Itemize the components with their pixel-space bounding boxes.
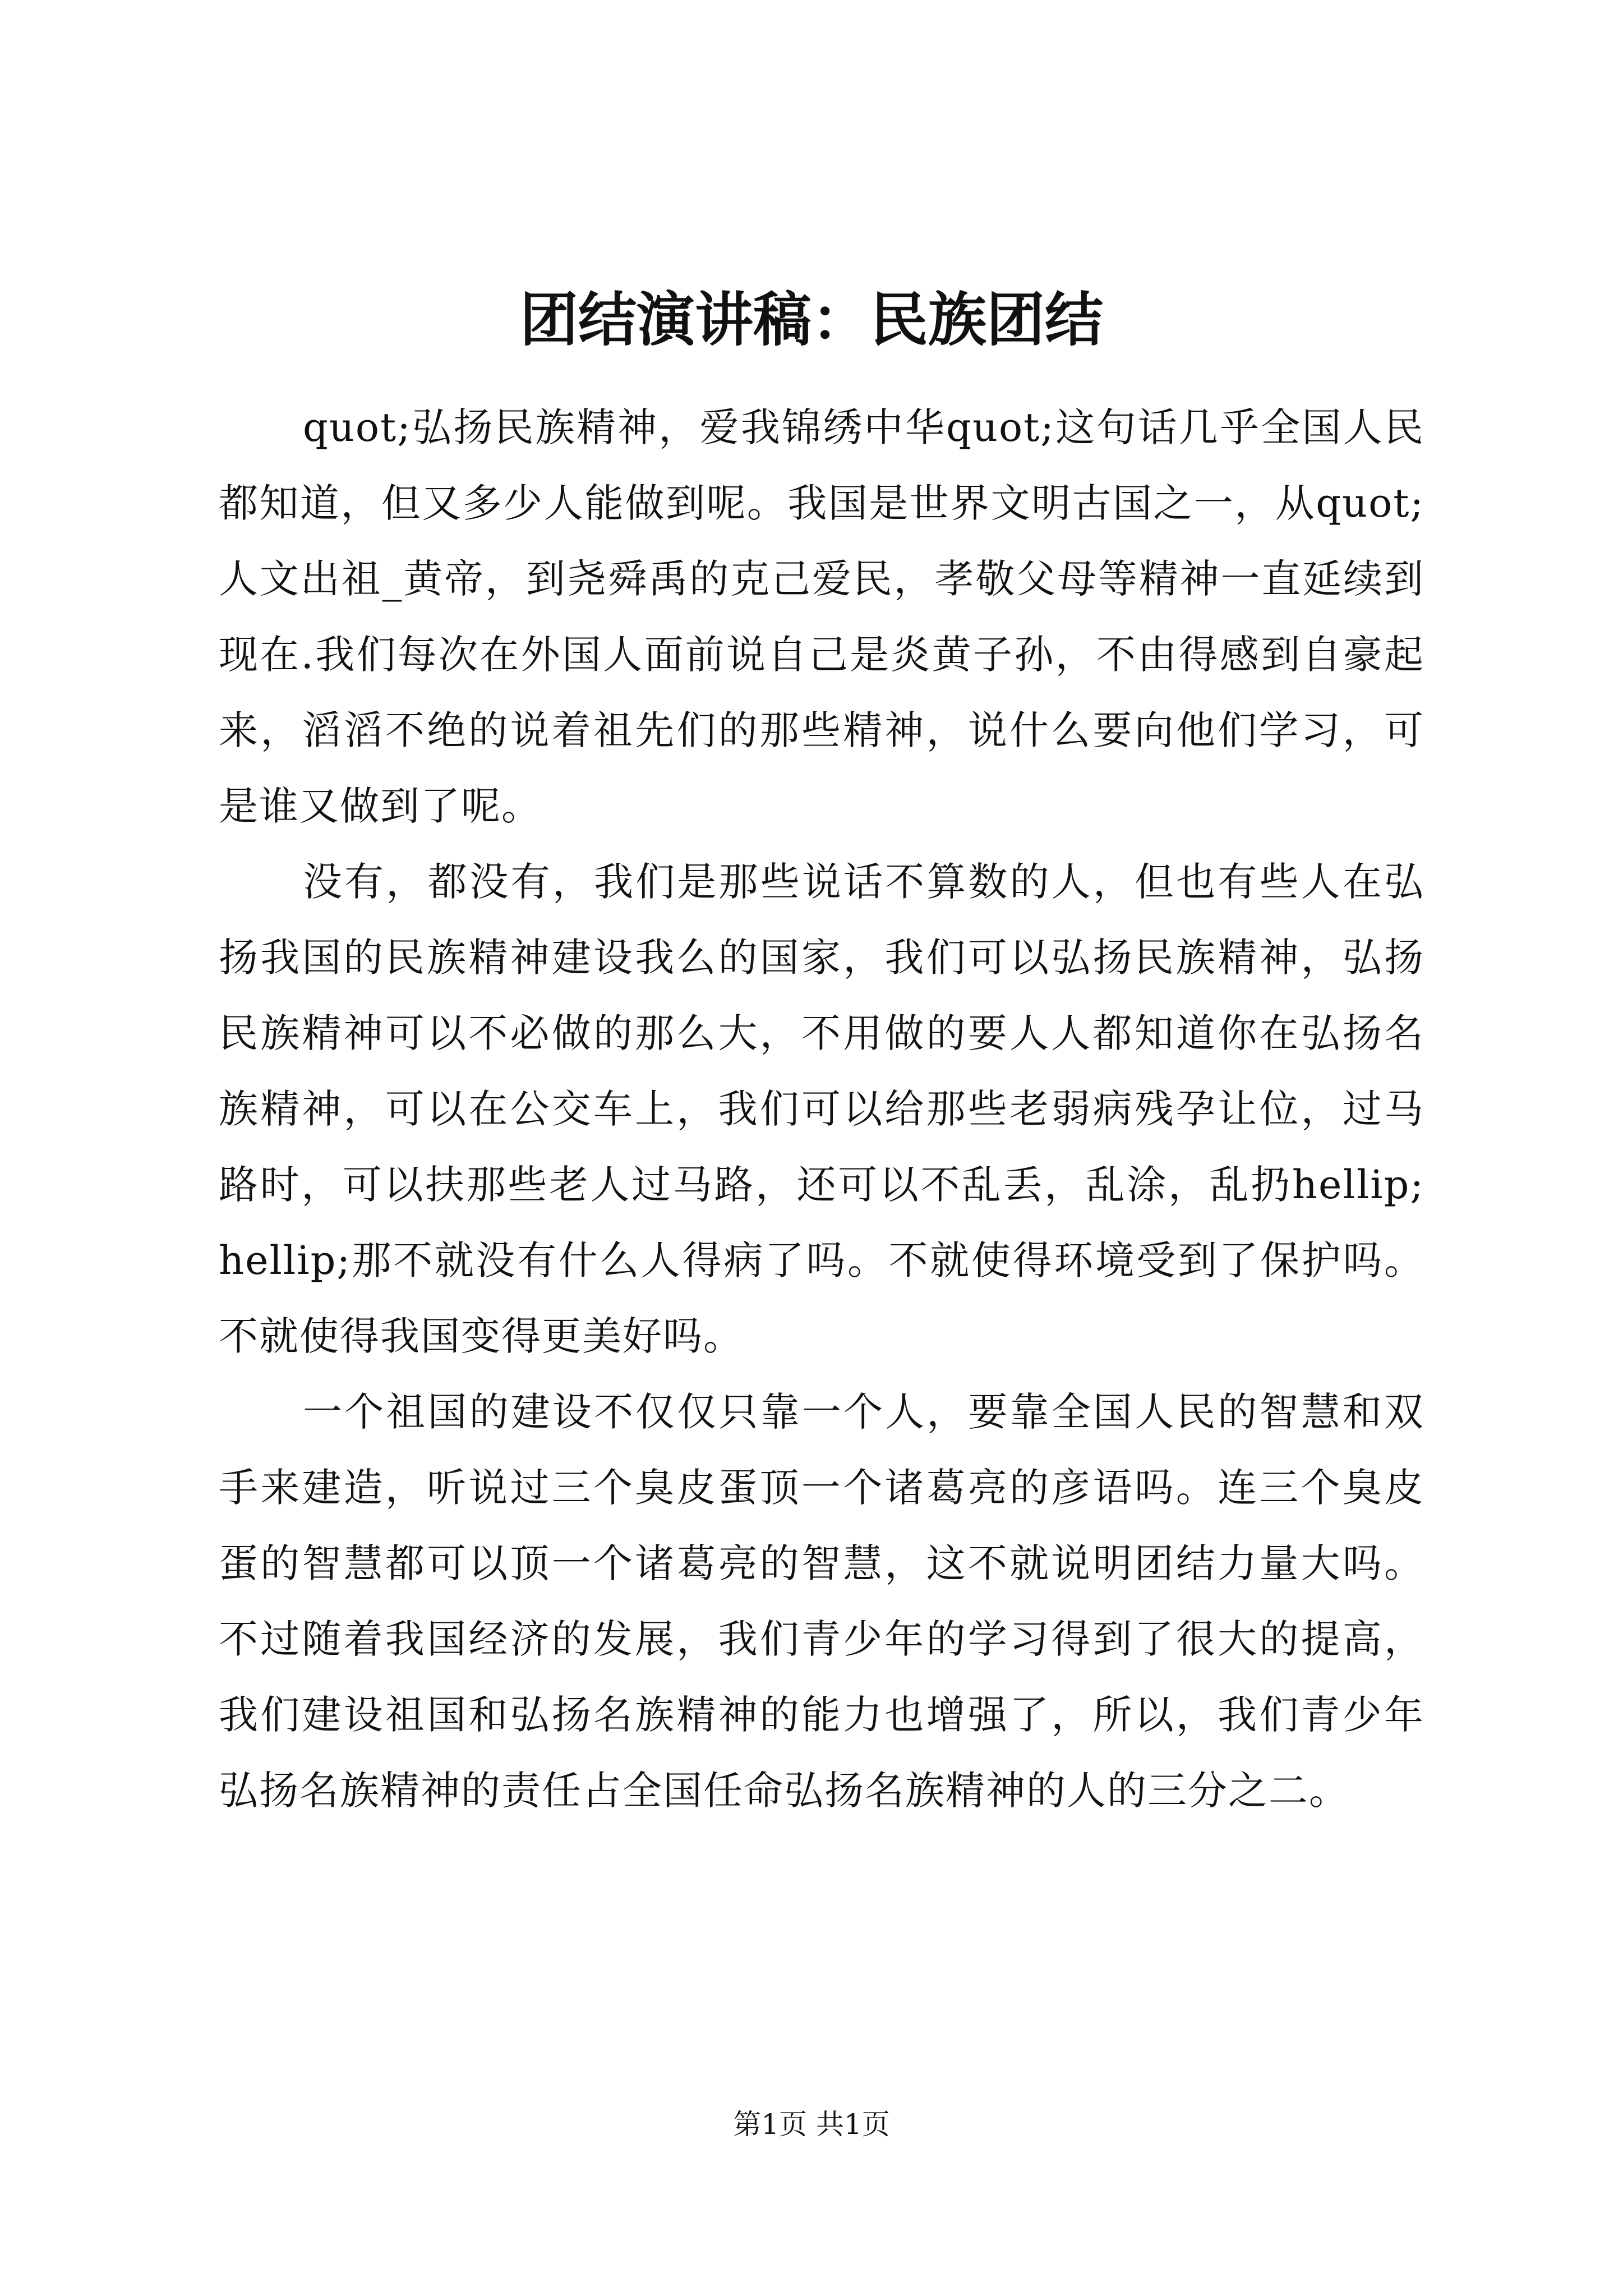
paragraph-2: 没有，都没有，我们是那些说话不算数的人，但也有些人在弘扬我国的民族精神建设我么的国家，我们可以弘扬民族精神，弘扬民族精神可以不必做的那么大，不用做的要人人都知道你在弘扬名族精神，可以在公交车上，我们可以给那些老弱病残孕让位，过马路时，可以扶那些老人过马路，还可以不乱丢，乱涂，乱扔hellip;hellip;那不就没有什么人得病了吗。不就使得环境受到了保护吗。不就使得我国变得更美好吗。 — [219, 859, 1424, 1359]
paragraph-3: 一个祖国的建设不仅仅只靠一个人，要靠全国人民的智慧和双手来建造，听说过三个臭皮蛋顶一个诸葛亮的彦语吗。连三个臭皮蛋的智慧都可以顶一个诸葛亮的智慧，这不就说明团结力量大吗。不过随着我国经济的发展，我们青少年的学习得到了很大的提高，我们建设祖国和弘扬名族精神的能力也增强了，所以，我们青少年弘扬名族精神的责任占全国任命弘扬名族精神的人的三分之二。 — [219, 1389, 1424, 1814]
document-title: 团结演讲稿：民族团结 — [519, 285, 1103, 354]
page-number-footer: 第1页 共1页 — [733, 2108, 890, 2141]
document-body — [219, 390, 1424, 1829]
paragraph-1: quot;弘扬民族精神，爱我锦绣中华quot;这句话几乎全国人民都知道，但又多少人能做到呢。我国是世界文明古国之一，从quot;人文出祖_黄帝，到尧舜禹的克己爱民，孝敬父母等精神一直延续到现在.我们每次在外国人面前说自己是炎黄子孙，不由得感到自豪起来，滔滔不绝的说着祖先们的那些精神，说什么要向他们学习，可是谁又做到了呢。 — [219, 404, 1424, 829]
